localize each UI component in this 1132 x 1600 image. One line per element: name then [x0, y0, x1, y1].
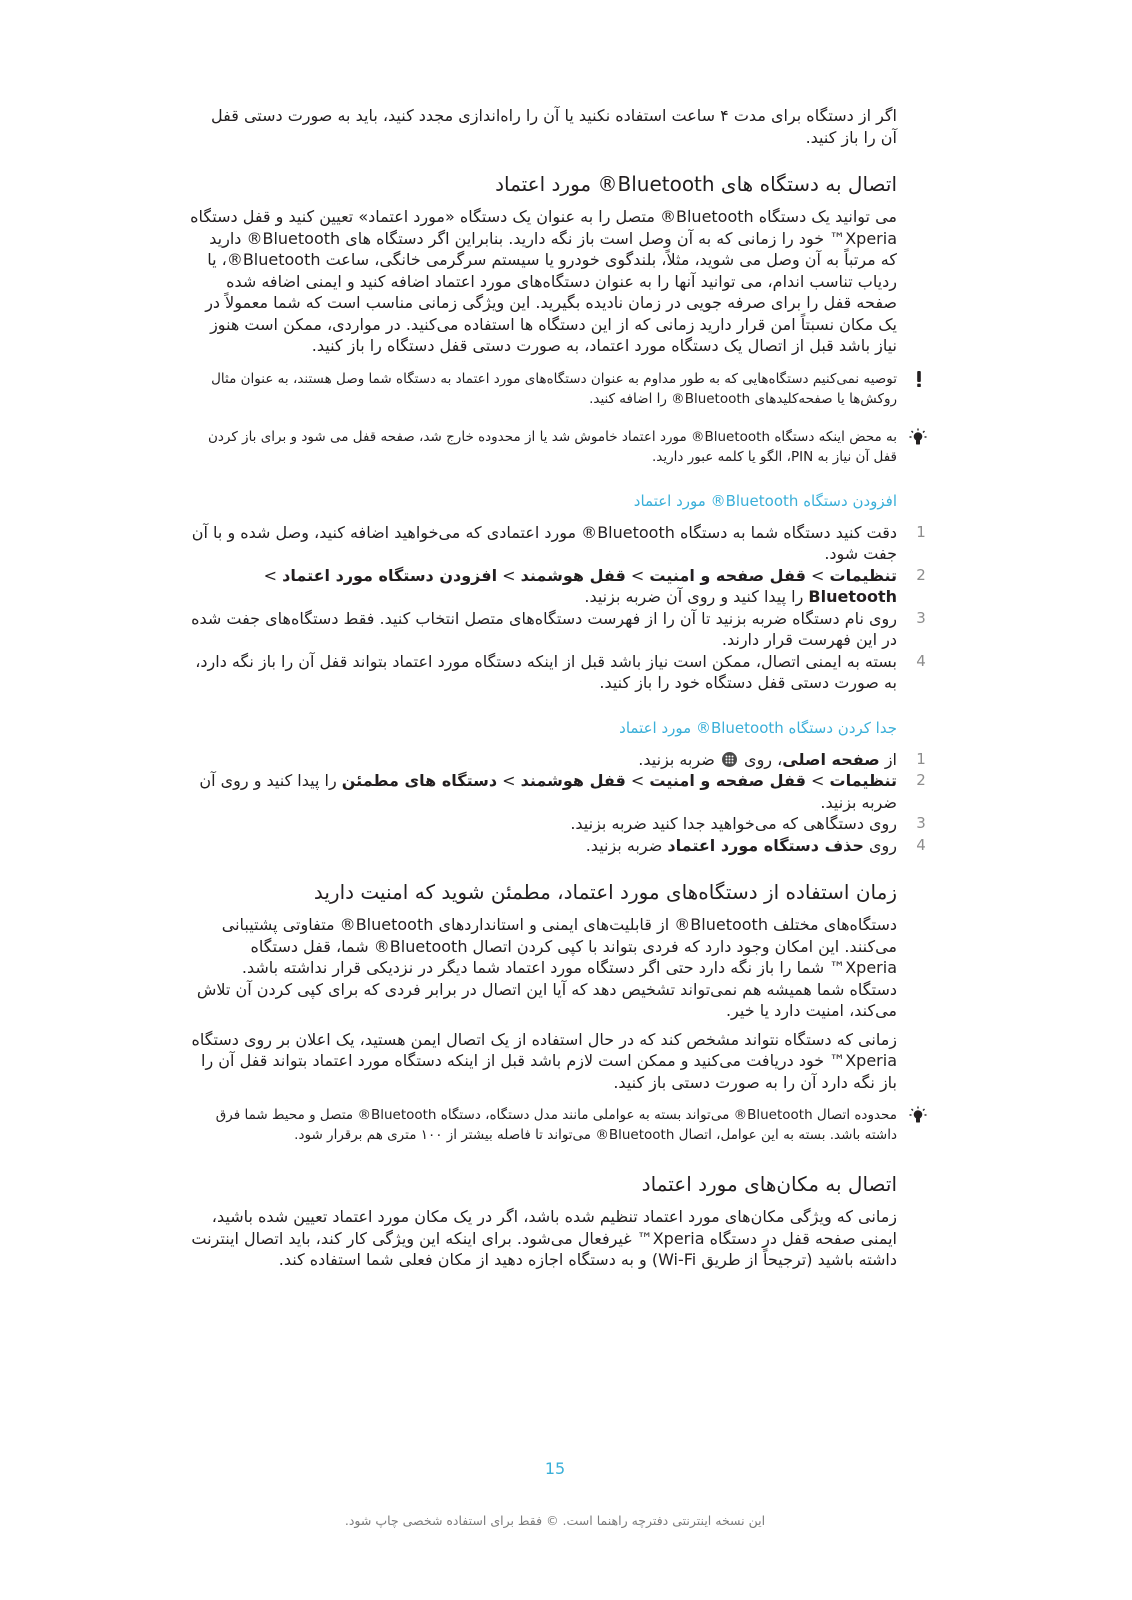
remove-device-steps: [190, 749, 926, 857]
step-item: [190, 749, 926, 771]
menu-path-smart-lock: قفل هوشمند: [520, 565, 626, 585]
step-number: 4: [916, 835, 926, 854]
step-item: [190, 835, 926, 857]
menu-path-lock-screen-security: قفل صفحه و امنیت: [649, 771, 806, 790]
step-text: [638, 750, 897, 769]
step-text-head: روی: [863, 835, 897, 855]
step-text: روی نام دستگاه ضربه بزنید تا آن را از فهرست دستگاه‌های متصل انتخاب کنید. فقط دستگاه‌های جفت شده در این فهرست قرار دارند.: [191, 608, 897, 649]
step-text: [264, 566, 897, 607]
menu-path-settings: تنظیمات: [829, 771, 897, 790]
path-separator: >: [263, 565, 283, 585]
step-text: [199, 771, 897, 812]
step-item: [190, 522, 926, 565]
step-number: 3: [916, 608, 926, 627]
apps-icon: [722, 751, 737, 766]
note-box: [190, 369, 897, 409]
step-text: روی دستگاهی که می‌خواهید جدا کنید ضربه بزنید.: [570, 814, 897, 833]
trusted-devices-body: می توانید یک دستگاه Bluetooth® متصل را به عنوان یک دستگاه «مورد اعتماد» تعیین کنید و قفل دستگاه Xperia™ خود را زمانی که به آن وصل است باز نگه دارید. بنابراین اگر دستگاه های Bluetooth® دارید که مرتباً به آن وصل می شوید، مثلاً، بلندگوی خودرو یا سیستم سرگرمی خانگی، ساعت Bluetooth®، یا ردیاب تناسب اندام، می توانید آنها را به عنوان دستگاه‌های مورد اعتماد اضافه کنید و ایمنی اضافه شده صفحه قفل را برای صرفه جویی در زمان نادیده بگیرید. این ویژگی زمانی مناسب است که شما معمولاً در یک مکان نسبتاً امن قرار دارید زمانی که از این دستگاه ها استفاده می‌کنید. در مواردی، ممکن است هنوز نیاز باشد قبل از اتصال یک دستگاه مورد اعتماد، به صورت دستی قفل دستگاه را باز کنید.: [190, 207, 897, 355]
step-text-tail: ضربه بزنید.: [585, 835, 668, 855]
step-item: [190, 608, 926, 651]
page-content: [190, 105, 926, 1271]
menu-path-trusted-devices: دستگاه های مطمئن: [341, 771, 498, 790]
step-text-head: از: [879, 749, 897, 769]
warning-icon: [911, 370, 927, 388]
step-item: [190, 770, 926, 813]
note-text: توصیه نمی‌کنیم دستگاه‌هایی که به طور مداوم به عنوان دستگاه‌های مورد اعتماد به دستگاه شما وصل هستند، به عنوان مثال روکش‌ها یا صفحه‌کلیدهای Bluetooth® را اضافه کنید.: [211, 370, 897, 407]
step-text: بسته به ایمنی اتصال، ممکن است نیاز باشد قبل از اینکه دستگاه مورد اعتماد بتواند قفل آن را باز نگه دارد، به صورت دستی قفل دستگاه خود را باز کنید.: [195, 651, 897, 692]
intro-paragraph: اگر از دستگاه برای مدت ۴ ساعت استفاده نکنید یا آن را راه‌اندازی مجدد کنید، باید به صورت دستی قفل آن را باز کنید.: [211, 106, 897, 147]
menu-path-home-screen: صفحه اصلی: [782, 749, 880, 769]
trusted-places-body: زمانی که ویژگی مکان‌های مورد اعتماد تنظیم شده باشد، اگر در یک مکان مورد اعتماد تعیین شده باشید، ایمنی صفحه قفل در دستگاه Xperia™ غیرفعال می‌شود. برای اینکه این ویژگی کار کند، باید اتصال اینترنت داشته باشید (ترجیحاً از طریق Wi-Fi) و به دستگاه اجازه دهید از مکان فعلی شما استفاده کند.: [191, 1207, 897, 1269]
path-separator: >: [805, 565, 830, 585]
step-item: [190, 651, 926, 694]
step-number: 1: [916, 749, 926, 768]
security-paragraph: دستگاه‌های مختلف Bluetooth® از قابلیت‌های ایمنی و استانداردهای Bluetooth® متفاوتی پشتیبانی می‌کنند. این امکان وجود دارد که فردی بتواند با کپی کردن اتصال Bluetooth® شما، قفل دستگاه Xperia™ شما را باز نگه دارد حتی اگر دستگاه مورد اعتماد شما دیگر در نزدیکی قرار نداشته باشد. دستگاه شما همیشه هم نمی‌تواند تشخیص دهد که آیا این اتصال در برابر فردی که برای کپی کردن آن تلاش می‌کند، امنیت دارد یا خیر.: [196, 915, 897, 1020]
tip-text: محدوده اتصال Bluetooth® می‌تواند بسته به عواملی مانند مدل دستگاه، دستگاه Bluetooth® متصل و محیط شما فرق داشته باشد. بسته به این عوامل، اتصال Bluetooth® می‌تواند تا فاصله بیشتر از ۱۰۰ متری هم برقرار شود.: [215, 1107, 897, 1143]
step-text: [586, 836, 897, 855]
step-number: 4: [916, 651, 926, 670]
step-text-mid: ، روی: [738, 749, 783, 769]
tip-box: [190, 427, 897, 467]
lightbulb-icon: [911, 1106, 927, 1124]
step-number: 3: [916, 814, 926, 832]
page-number: 15: [544, 1459, 566, 1478]
menu-path-settings: تنظیمات: [829, 565, 897, 585]
menu-path-add-trusted-device: افزودن دستگاه مورد اعتماد: [282, 565, 498, 585]
step-number: 2: [916, 565, 926, 584]
section-heading-trusted-devices: اتصال به دستگاه های Bluetooth® مورد اعتماد: [495, 172, 897, 196]
step-item: [190, 813, 926, 835]
subheading-remove-device: جدا کردن دستگاه Bluetooth® مورد اعتماد: [619, 718, 897, 737]
menu-path-lock-screen-security: قفل صفحه و امنیت: [649, 565, 806, 585]
tip-text: به محض اینکه دستگاه Bluetooth® مورد اعتماد خاموش شد یا از محدوده خارج شد، صفحه قفل می شود و برای باز کردن قفل آن نیاز به PIN، الگو یا کلمه عبور دارید.: [207, 428, 897, 465]
path-separator: >: [625, 565, 650, 585]
menu-path-smart-lock: قفل هوشمند: [520, 771, 626, 790]
section-heading-trusted-places: اتصال به مکان‌های مورد اعتماد: [641, 1172, 897, 1196]
step-number: 1: [916, 522, 926, 541]
add-device-steps: [190, 522, 926, 694]
path-separator: >: [497, 771, 521, 790]
menu-path-remove-trusted-device: حذف دستگاه مورد اعتماد: [667, 835, 864, 855]
page-footer: این نسخه اینترنتی دفترچه راهنما است. © فقط برای استفاده شخصی چاپ شود.: [344, 1513, 766, 1528]
step-text: دقت کنید دستگاه شما به دستگاه Bluetooth® مورد اعتمادی که می‌خواهید اضافه کنید، وصل شده و با آن جفت شود.: [191, 522, 897, 563]
menu-path-bluetooth: Bluetooth: [808, 587, 897, 606]
tip-box: [190, 1105, 897, 1145]
path-separator: >: [497, 565, 521, 585]
step-text-tail: را پیدا کنید و روی آن ضربه بزنید.: [199, 771, 897, 812]
step-item: [190, 565, 926, 608]
step-number: 2: [916, 771, 926, 789]
subheading-add-device: افزودن دستگاه Bluetooth® مورد اعتماد: [633, 491, 897, 510]
path-separator: >: [805, 771, 830, 790]
path-separator: >: [625, 771, 650, 790]
security-paragraph: زمانی که دستگاه نتواند مشخص کند که در حال استفاده از یک اتصال ایمن هستید، یک اعلان بر روی دستگاه Xperia™ خود دریافت می‌کنید و ممکن است لازم باشد قبل از اینکه دستگاه مورد اعتماد بتواند قفل آن را باز نگه دارد آن را به صورت دستی باز کنید.: [191, 1029, 897, 1092]
step-text-tail: ضربه بزنید.: [638, 749, 720, 769]
step-text-tail: را پیدا کنید و روی آن ضربه بزنید.: [584, 587, 809, 606]
lightbulb-icon: [911, 428, 927, 446]
section-heading-security: زمان استفاده از دستگاه‌های مورد اعتماد، مطمئن شوید که امنیت دارید: [313, 880, 897, 904]
